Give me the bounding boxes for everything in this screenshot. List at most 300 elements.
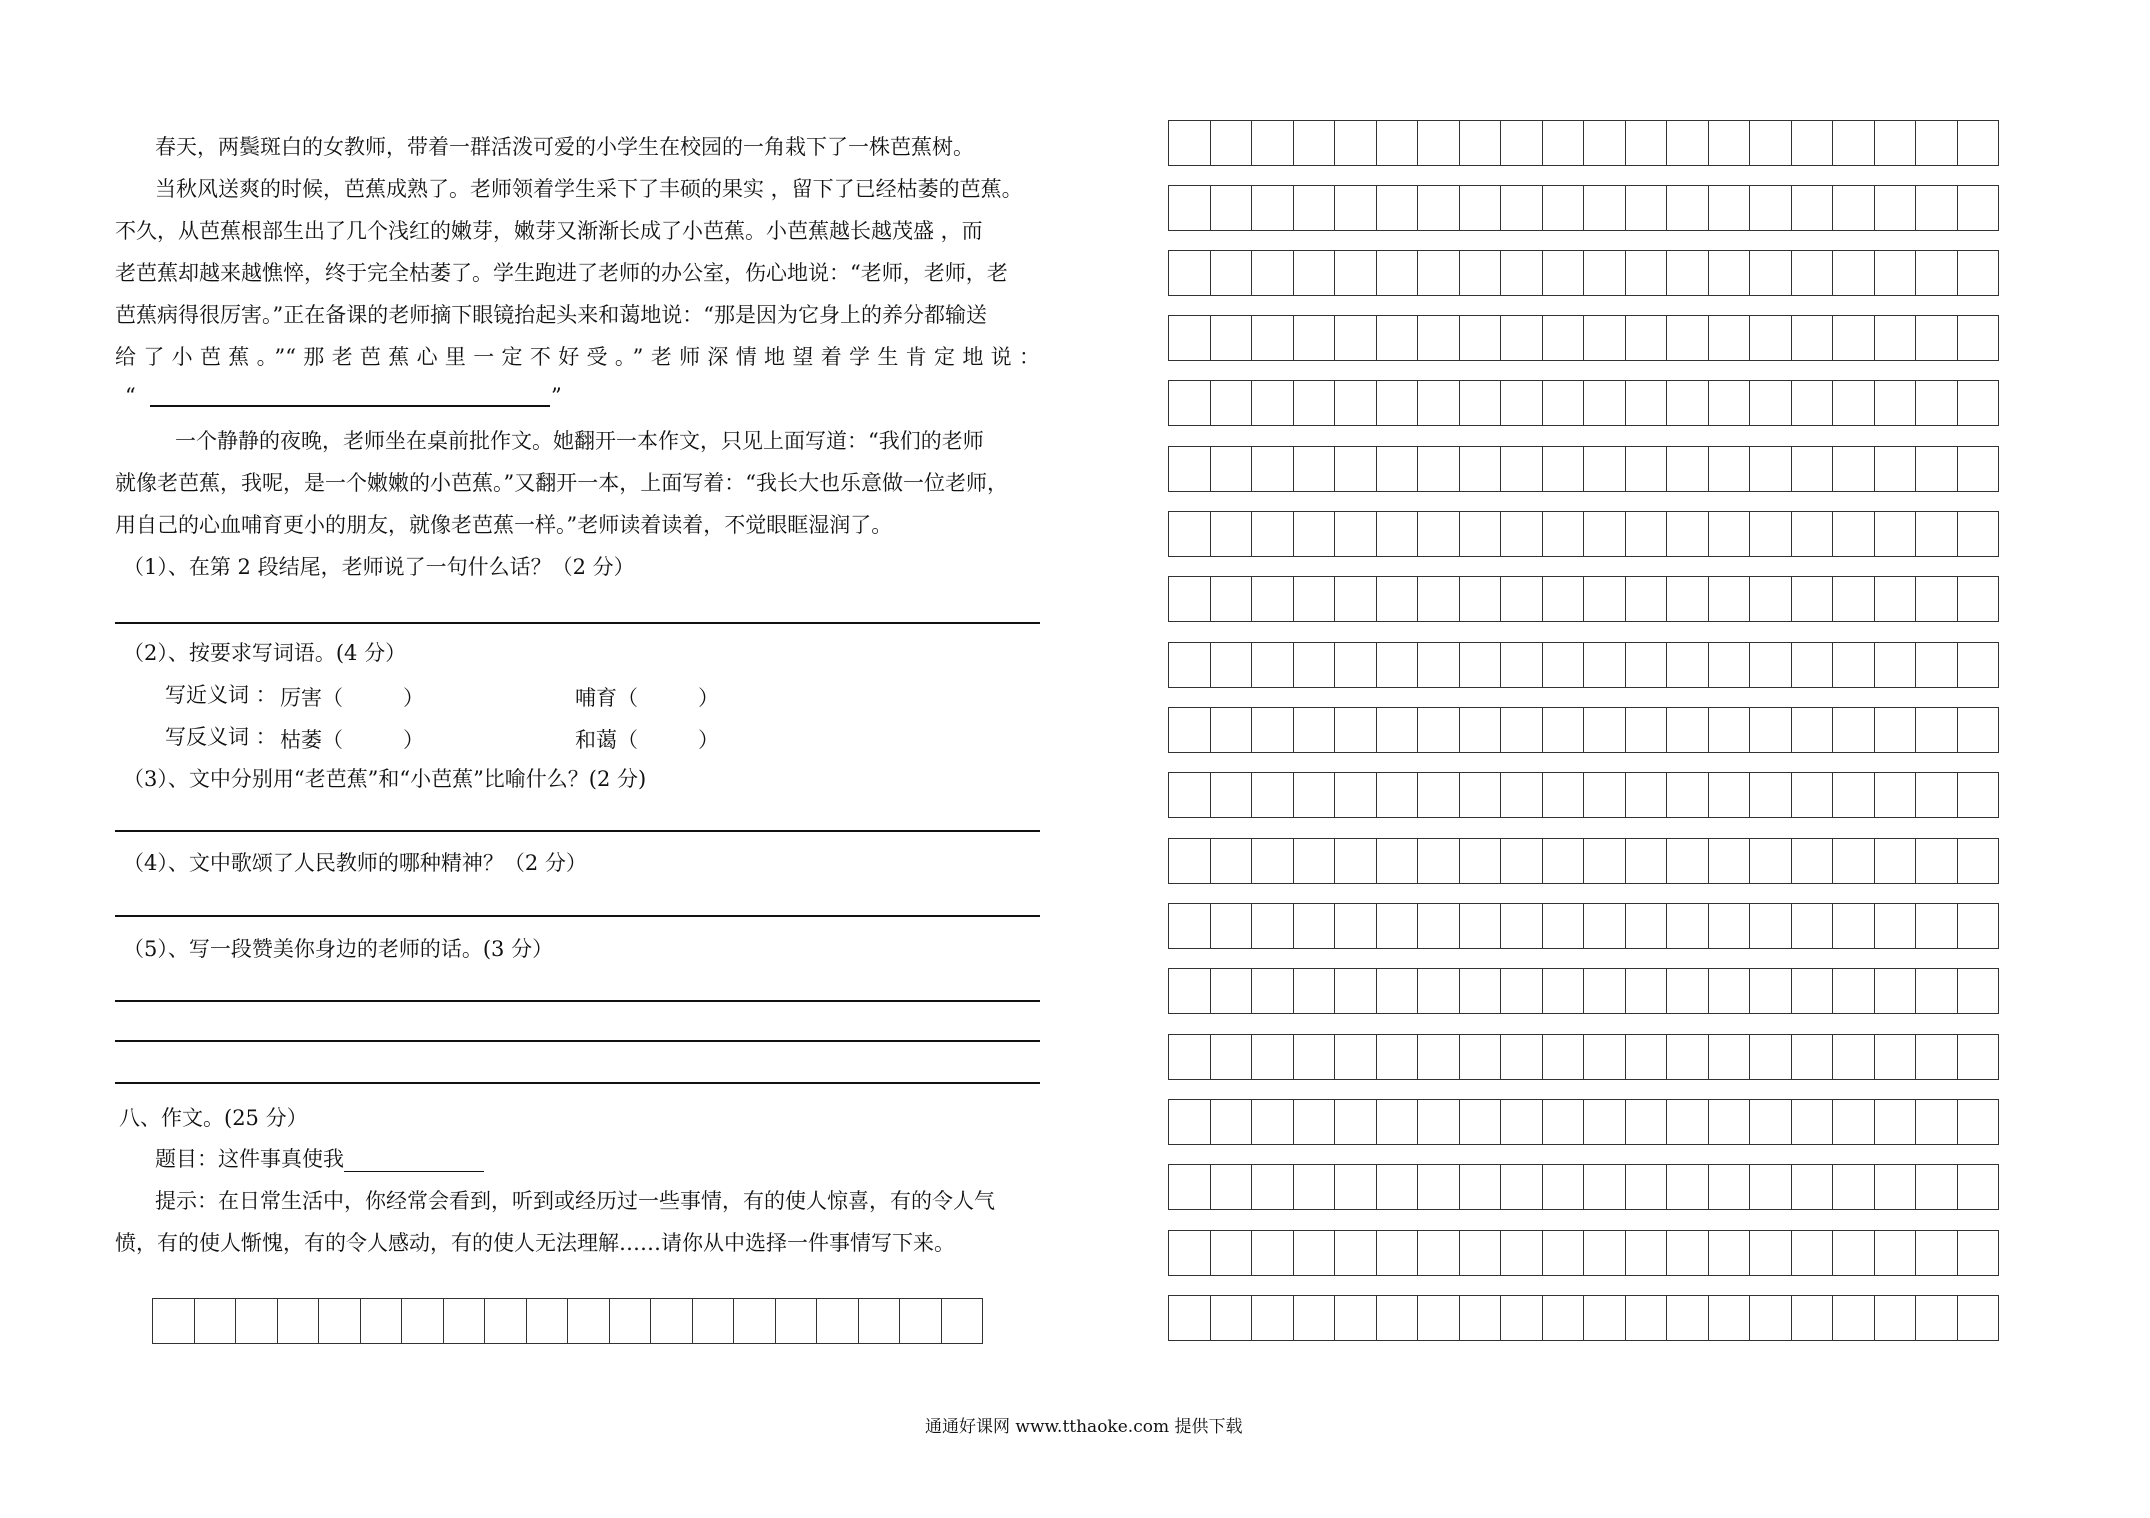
grid-cell[interactable]	[1501, 1099, 1543, 1145]
grid-cell[interactable]	[1750, 185, 1792, 231]
grid-cell[interactable]	[1584, 576, 1626, 622]
grid-cell[interactable]	[1543, 1099, 1585, 1145]
grid-cell[interactable]	[1211, 1099, 1253, 1145]
grid-cell[interactable]	[1335, 838, 1377, 884]
grid-cell[interactable]	[1501, 903, 1543, 949]
grid-cell[interactable]	[1377, 185, 1419, 231]
grid-cell[interactable]	[1252, 250, 1294, 296]
grid-cell[interactable]	[1875, 1164, 1917, 1210]
grid-cell[interactable]	[1709, 1164, 1751, 1210]
grid-cell[interactable]	[1833, 968, 1875, 1014]
grid-cell[interactable]	[610, 1298, 652, 1344]
grid-cell[interactable]	[1709, 642, 1751, 688]
grid-cell[interactable]	[1169, 1099, 1211, 1145]
grid-cell[interactable]	[1252, 576, 1294, 622]
grid-cell[interactable]	[1460, 120, 1502, 166]
grid-cell[interactable]	[1335, 772, 1377, 818]
quote-answer-line[interactable]	[150, 405, 550, 407]
grid-cell[interactable]	[1377, 707, 1419, 753]
grid-cell[interactable]	[1377, 1099, 1419, 1145]
grid-cell[interactable]	[1418, 1034, 1460, 1080]
grid-cell[interactable]	[1377, 838, 1419, 884]
grid-cell[interactable]	[1211, 250, 1253, 296]
grid-cell[interactable]	[1294, 120, 1336, 166]
grid-cell[interactable]	[1626, 772, 1668, 818]
grid-cell[interactable]	[1377, 1164, 1419, 1210]
grid-cell[interactable]	[1169, 446, 1211, 492]
grid-cell[interactable]	[1709, 1295, 1751, 1341]
grid-cell[interactable]	[1335, 576, 1377, 622]
grid-cell[interactable]	[1211, 772, 1253, 818]
grid-cell[interactable]	[1460, 446, 1502, 492]
grid-cell[interactable]	[1667, 1099, 1709, 1145]
grid-cell[interactable]	[568, 1298, 610, 1344]
grid-cell[interactable]	[1875, 642, 1917, 688]
grid-cell[interactable]	[1750, 772, 1792, 818]
grid-cell[interactable]	[1584, 380, 1626, 426]
grid-cell[interactable]	[1958, 250, 2000, 296]
grid-cell[interactable]	[1916, 707, 1958, 753]
grid-cell[interactable]	[1667, 185, 1709, 231]
grid-cell[interactable]	[776, 1298, 818, 1344]
grid-cell[interactable]	[1211, 838, 1253, 884]
grid-cell[interactable]	[1584, 1164, 1626, 1210]
grid-cell[interactable]	[1460, 1230, 1502, 1276]
grid-cell[interactable]	[1418, 380, 1460, 426]
grid-cell[interactable]	[1833, 772, 1875, 818]
grid-cell[interactable]	[1418, 1164, 1460, 1210]
grid-cell[interactable]	[1626, 707, 1668, 753]
grid-cell[interactable]	[1958, 707, 2000, 753]
answer-line-q5-2[interactable]	[115, 1040, 1040, 1042]
grid-cell[interactable]	[1294, 903, 1336, 949]
answer-line-q5-1[interactable]	[115, 1000, 1040, 1002]
grid-cell[interactable]	[1792, 511, 1834, 557]
grid-cell[interactable]	[1750, 1230, 1792, 1276]
grid-cell[interactable]	[1501, 315, 1543, 361]
grid-cell[interactable]	[1833, 185, 1875, 231]
grid-cell[interactable]	[1501, 1295, 1543, 1341]
grid-cell[interactable]	[1252, 1034, 1294, 1080]
grid-cell[interactable]	[1958, 120, 2000, 166]
grid-cell[interactable]	[1916, 380, 1958, 426]
grid-cell[interactable]	[1875, 185, 1917, 231]
grid-cell[interactable]	[1211, 968, 1253, 1014]
grid-cell[interactable]	[1252, 120, 1294, 166]
grid-cell[interactable]	[1543, 642, 1585, 688]
grid-cell[interactable]	[1460, 576, 1502, 622]
grid-cell[interactable]	[1750, 1295, 1792, 1341]
grid-cell[interactable]	[1211, 642, 1253, 688]
grid-cell[interactable]	[1211, 120, 1253, 166]
grid-cell[interactable]	[1211, 511, 1253, 557]
grid-cell[interactable]	[1335, 446, 1377, 492]
grid-cell[interactable]	[1792, 380, 1834, 426]
grid-cell[interactable]	[1169, 838, 1211, 884]
grid-cell[interactable]	[1958, 1099, 2000, 1145]
grid-cell[interactable]	[1418, 1099, 1460, 1145]
grid-cell[interactable]	[1750, 511, 1792, 557]
grid-cell[interactable]	[1294, 1230, 1336, 1276]
grid-cell[interactable]	[1875, 380, 1917, 426]
grid-cell[interactable]	[1833, 511, 1875, 557]
grid-cell[interactable]	[1833, 120, 1875, 166]
grid-cell[interactable]	[1211, 1164, 1253, 1210]
grid-cell[interactable]	[1833, 446, 1875, 492]
grid-cell[interactable]	[1252, 185, 1294, 231]
grid-cell[interactable]	[1211, 1230, 1253, 1276]
grid-cell[interactable]	[1667, 380, 1709, 426]
grid-cell[interactable]	[1294, 185, 1336, 231]
grid-cell[interactable]	[1750, 576, 1792, 622]
grid-cell[interactable]	[1958, 1034, 2000, 1080]
grid-cell[interactable]	[734, 1298, 776, 1344]
grid-cell[interactable]	[1335, 315, 1377, 361]
grid-cell[interactable]	[1211, 707, 1253, 753]
grid-cell[interactable]	[1916, 1164, 1958, 1210]
grid-cell[interactable]	[1584, 968, 1626, 1014]
grid-cell[interactable]	[1792, 1099, 1834, 1145]
grid-cell[interactable]	[1335, 1034, 1377, 1080]
grid-cell[interactable]	[1169, 642, 1211, 688]
grid-cell[interactable]	[444, 1298, 486, 1344]
grid-cell[interactable]	[1792, 315, 1834, 361]
grid-cell[interactable]	[1916, 120, 1958, 166]
grid-cell[interactable]	[1418, 838, 1460, 884]
grid-cell[interactable]	[527, 1298, 569, 1344]
grid-cell[interactable]	[1958, 838, 2000, 884]
grid-cell[interactable]	[1543, 772, 1585, 818]
grid-cell[interactable]	[1750, 642, 1792, 688]
grid-cell[interactable]	[1750, 380, 1792, 426]
grid-cell[interactable]	[1501, 576, 1543, 622]
grid-cell[interactable]	[1543, 1034, 1585, 1080]
grid-cell[interactable]	[1833, 576, 1875, 622]
grid-cell[interactable]	[1875, 772, 1917, 818]
grid-cell[interactable]	[1750, 707, 1792, 753]
grid-cell[interactable]	[1875, 838, 1917, 884]
grid-cell[interactable]	[1584, 1034, 1626, 1080]
grid-cell[interactable]	[1335, 1164, 1377, 1210]
grid-cell[interactable]	[1916, 511, 1958, 557]
grid-cell[interactable]	[1584, 120, 1626, 166]
grid-cell[interactable]	[1750, 838, 1792, 884]
grid-cell[interactable]	[1709, 903, 1751, 949]
grid-cell[interactable]	[1667, 120, 1709, 166]
grid-cell[interactable]	[1460, 380, 1502, 426]
grid-cell[interactable]	[1584, 1099, 1626, 1145]
grid-cell[interactable]	[1833, 250, 1875, 296]
grid-cell[interactable]	[1875, 511, 1917, 557]
grid-cell[interactable]	[1626, 968, 1668, 1014]
grid-cell[interactable]	[1875, 968, 1917, 1014]
grid-cell[interactable]	[1875, 120, 1917, 166]
grid-cell[interactable]	[1750, 315, 1792, 361]
grid-cell[interactable]	[1916, 838, 1958, 884]
grid-cell[interactable]	[1460, 1164, 1502, 1210]
grid-cell[interactable]	[1169, 1295, 1211, 1341]
grid-cell[interactable]	[1377, 1034, 1419, 1080]
grid-cell[interactable]	[651, 1298, 693, 1344]
grid-cell[interactable]	[1211, 185, 1253, 231]
grid-cell[interactable]	[1916, 1230, 1958, 1276]
grid-cell[interactable]	[1792, 1230, 1834, 1276]
grid-cell[interactable]	[1958, 315, 2000, 361]
grid-cell[interactable]	[1543, 1230, 1585, 1276]
grid-cell[interactable]	[1667, 968, 1709, 1014]
grid-cell[interactable]	[1460, 1295, 1502, 1341]
grid-cell[interactable]	[1543, 1164, 1585, 1210]
grid-cell[interactable]	[1294, 1099, 1336, 1145]
grid-cell[interactable]	[1709, 250, 1751, 296]
grid-cell[interactable]	[1294, 446, 1336, 492]
grid-cell[interactable]	[1501, 838, 1543, 884]
grid-cell[interactable]	[1543, 838, 1585, 884]
grid-cell[interactable]	[1709, 707, 1751, 753]
grid-cell[interactable]	[1584, 185, 1626, 231]
grid-cell[interactable]	[1916, 1034, 1958, 1080]
grid-cell[interactable]	[1626, 1034, 1668, 1080]
grid-cell[interactable]	[1916, 642, 1958, 688]
grid-cell[interactable]	[1211, 903, 1253, 949]
grid-cell[interactable]	[1875, 1230, 1917, 1276]
grid-cell[interactable]	[1335, 642, 1377, 688]
grid-cell[interactable]	[1626, 446, 1668, 492]
grid-cell[interactable]	[1335, 511, 1377, 557]
grid-cell[interactable]	[1667, 642, 1709, 688]
grid-cell[interactable]	[1626, 250, 1668, 296]
grid-cell[interactable]	[1667, 772, 1709, 818]
grid-cell[interactable]	[1792, 576, 1834, 622]
grid-cell[interactable]	[1916, 1099, 1958, 1145]
grid-cell[interactable]	[1460, 1099, 1502, 1145]
grid-cell[interactable]	[1377, 315, 1419, 361]
grid-cell[interactable]	[1958, 446, 2000, 492]
grid-cell[interactable]	[1211, 380, 1253, 426]
grid-cell[interactable]	[1335, 250, 1377, 296]
grid-cell[interactable]	[1709, 772, 1751, 818]
answer-line-q4[interactable]	[115, 915, 1040, 917]
grid-cell[interactable]	[1626, 838, 1668, 884]
grid-cell[interactable]	[1584, 446, 1626, 492]
grid-cell[interactable]	[1211, 1295, 1253, 1341]
grid-cell[interactable]	[1792, 250, 1834, 296]
grid-cell[interactable]	[1377, 250, 1419, 296]
grid-cell[interactable]	[1667, 1295, 1709, 1341]
grid-cell[interactable]	[1833, 1164, 1875, 1210]
grid-cell[interactable]	[1335, 1295, 1377, 1341]
grid-cell[interactable]	[1460, 642, 1502, 688]
grid-cell[interactable]	[1169, 707, 1211, 753]
grid-cell[interactable]	[1543, 185, 1585, 231]
grid-cell[interactable]	[1833, 1295, 1875, 1341]
grid-cell[interactable]	[1958, 903, 2000, 949]
grid-cell[interactable]	[1667, 903, 1709, 949]
grid-cell[interactable]	[1294, 315, 1336, 361]
grid-cell[interactable]	[1211, 1034, 1253, 1080]
grid-cell[interactable]	[1875, 1295, 1917, 1341]
grid-cell[interactable]	[1543, 1295, 1585, 1341]
grid-cell[interactable]	[1584, 903, 1626, 949]
grid-cell[interactable]	[1252, 903, 1294, 949]
grid-cell[interactable]	[1916, 576, 1958, 622]
grid-cell[interactable]	[1460, 903, 1502, 949]
grid-cell[interactable]	[1916, 315, 1958, 361]
grid-cell[interactable]	[1709, 315, 1751, 361]
grid-cell[interactable]	[1709, 838, 1751, 884]
grid-cell[interactable]	[1211, 315, 1253, 361]
grid-cell[interactable]	[1958, 642, 2000, 688]
grid-cell[interactable]	[1833, 380, 1875, 426]
grid-cell[interactable]	[1875, 707, 1917, 753]
grid-cell[interactable]	[1667, 838, 1709, 884]
grid-cell[interactable]	[1294, 1164, 1336, 1210]
grid-cell[interactable]	[1377, 380, 1419, 426]
grid-cell[interactable]	[1335, 185, 1377, 231]
grid-cell[interactable]	[1667, 511, 1709, 557]
grid-cell[interactable]	[1294, 772, 1336, 818]
grid-cell[interactable]	[1584, 250, 1626, 296]
grid-cell[interactable]	[1335, 1230, 1377, 1276]
grid-cell[interactable]	[1792, 185, 1834, 231]
grid-cell[interactable]	[1626, 903, 1668, 949]
grid-cell[interactable]	[1750, 446, 1792, 492]
grid-cell[interactable]	[1709, 1034, 1751, 1080]
grid-cell[interactable]	[1709, 511, 1751, 557]
grid-cell[interactable]	[1252, 446, 1294, 492]
grid-cell[interactable]	[1750, 1034, 1792, 1080]
grid-cell[interactable]	[1418, 642, 1460, 688]
grid-cell[interactable]	[1833, 1099, 1875, 1145]
grid-cell[interactable]	[153, 1298, 195, 1344]
grid-cell[interactable]	[1335, 1099, 1377, 1145]
grid-cell[interactable]	[1294, 511, 1336, 557]
grid-cell[interactable]	[1833, 707, 1875, 753]
grid-cell[interactable]	[1792, 1034, 1834, 1080]
grid-cell[interactable]	[1294, 576, 1336, 622]
grid-cell[interactable]	[1667, 707, 1709, 753]
grid-cell[interactable]	[1667, 1230, 1709, 1276]
grid-cell[interactable]	[1294, 707, 1336, 753]
grid-cell[interactable]	[1543, 380, 1585, 426]
grid-cell[interactable]	[1709, 120, 1751, 166]
grid-cell[interactable]	[1584, 1295, 1626, 1341]
grid-cell[interactable]	[1792, 1295, 1834, 1341]
grid-cell[interactable]	[319, 1298, 361, 1344]
grid-cell[interactable]	[1377, 120, 1419, 166]
grid-cell[interactable]	[1501, 772, 1543, 818]
title-blank-line[interactable]	[344, 1149, 484, 1172]
grid-cell[interactable]	[1460, 707, 1502, 753]
grid-cell[interactable]	[1626, 1099, 1668, 1145]
grid-cell[interactable]	[1169, 576, 1211, 622]
grid-cell[interactable]	[1211, 576, 1253, 622]
grid-cell[interactable]	[1958, 1295, 2000, 1341]
grid-cell[interactable]	[1584, 642, 1626, 688]
grid-cell[interactable]	[1709, 380, 1751, 426]
grid-cell[interactable]	[1377, 1295, 1419, 1341]
grid-cell[interactable]	[1792, 772, 1834, 818]
grid-cell[interactable]	[1294, 380, 1336, 426]
grid-cell[interactable]	[1335, 903, 1377, 949]
grid-cell[interactable]	[1252, 1230, 1294, 1276]
grid-cell[interactable]	[1418, 968, 1460, 1014]
grid-cell[interactable]	[1875, 576, 1917, 622]
grid-cell[interactable]	[1958, 380, 2000, 426]
grid-cell[interactable]	[1833, 903, 1875, 949]
grid-cell[interactable]	[1252, 1164, 1294, 1210]
grid-cell[interactable]	[1418, 446, 1460, 492]
grid-cell[interactable]	[1750, 1164, 1792, 1210]
grid-cell[interactable]	[485, 1298, 527, 1344]
grid-cell[interactable]	[1460, 315, 1502, 361]
grid-cell[interactable]	[1584, 838, 1626, 884]
grid-cell[interactable]	[1626, 380, 1668, 426]
grid-cell[interactable]	[1252, 838, 1294, 884]
grid-cell[interactable]	[1252, 380, 1294, 426]
grid-cell[interactable]	[1377, 446, 1419, 492]
grid-cell[interactable]	[1875, 1034, 1917, 1080]
grid-cell[interactable]	[278, 1298, 320, 1344]
grid-cell[interactable]	[1792, 1164, 1834, 1210]
grid-cell[interactable]	[1169, 968, 1211, 1014]
grid-cell[interactable]	[1584, 315, 1626, 361]
grid-cell[interactable]	[1709, 446, 1751, 492]
grid-cell[interactable]	[1750, 968, 1792, 1014]
grid-cell[interactable]	[1460, 838, 1502, 884]
grid-cell[interactable]	[1916, 250, 1958, 296]
grid-cell[interactable]	[1833, 315, 1875, 361]
grid-cell[interactable]	[1169, 1230, 1211, 1276]
grid-cell[interactable]	[1418, 120, 1460, 166]
grid-cell[interactable]	[1169, 120, 1211, 166]
grid-cell[interactable]	[1958, 1164, 2000, 1210]
grid-cell[interactable]	[1252, 1295, 1294, 1341]
grid-cell[interactable]	[1418, 1230, 1460, 1276]
grid-cell[interactable]	[1418, 511, 1460, 557]
grid-cell[interactable]	[1916, 185, 1958, 231]
grid-cell[interactable]	[1501, 968, 1543, 1014]
grid-cell[interactable]	[1626, 1295, 1668, 1341]
grid-cell[interactable]	[1750, 120, 1792, 166]
grid-cell[interactable]	[1584, 1230, 1626, 1276]
grid-cell[interactable]	[361, 1298, 403, 1344]
grid-cell[interactable]	[1418, 576, 1460, 622]
grid-cell[interactable]	[1377, 1230, 1419, 1276]
grid-cell[interactable]	[1335, 380, 1377, 426]
grid-cell[interactable]	[1709, 1099, 1751, 1145]
grid-cell[interactable]	[817, 1298, 859, 1344]
grid-cell[interactable]	[1875, 446, 1917, 492]
grid-cell[interactable]	[1709, 968, 1751, 1014]
grid-cell[interactable]	[1792, 642, 1834, 688]
grid-cell[interactable]	[1626, 120, 1668, 166]
grid-cell[interactable]	[1252, 315, 1294, 361]
grid-cell[interactable]	[1169, 380, 1211, 426]
grid-cell[interactable]	[1750, 250, 1792, 296]
grid-cell[interactable]	[1916, 903, 1958, 949]
grid-cell[interactable]	[1252, 1099, 1294, 1145]
grid-cell[interactable]	[1626, 511, 1668, 557]
grid-cell[interactable]	[1750, 903, 1792, 949]
grid-cell[interactable]	[1709, 576, 1751, 622]
answer-line-q5-3[interactable]	[115, 1082, 1040, 1084]
grid-cell[interactable]	[1501, 1034, 1543, 1080]
grid-cell[interactable]	[1460, 185, 1502, 231]
grid-cell[interactable]	[1792, 968, 1834, 1014]
grid-cell[interactable]	[1294, 838, 1336, 884]
answer-line-q1[interactable]	[115, 622, 1040, 624]
